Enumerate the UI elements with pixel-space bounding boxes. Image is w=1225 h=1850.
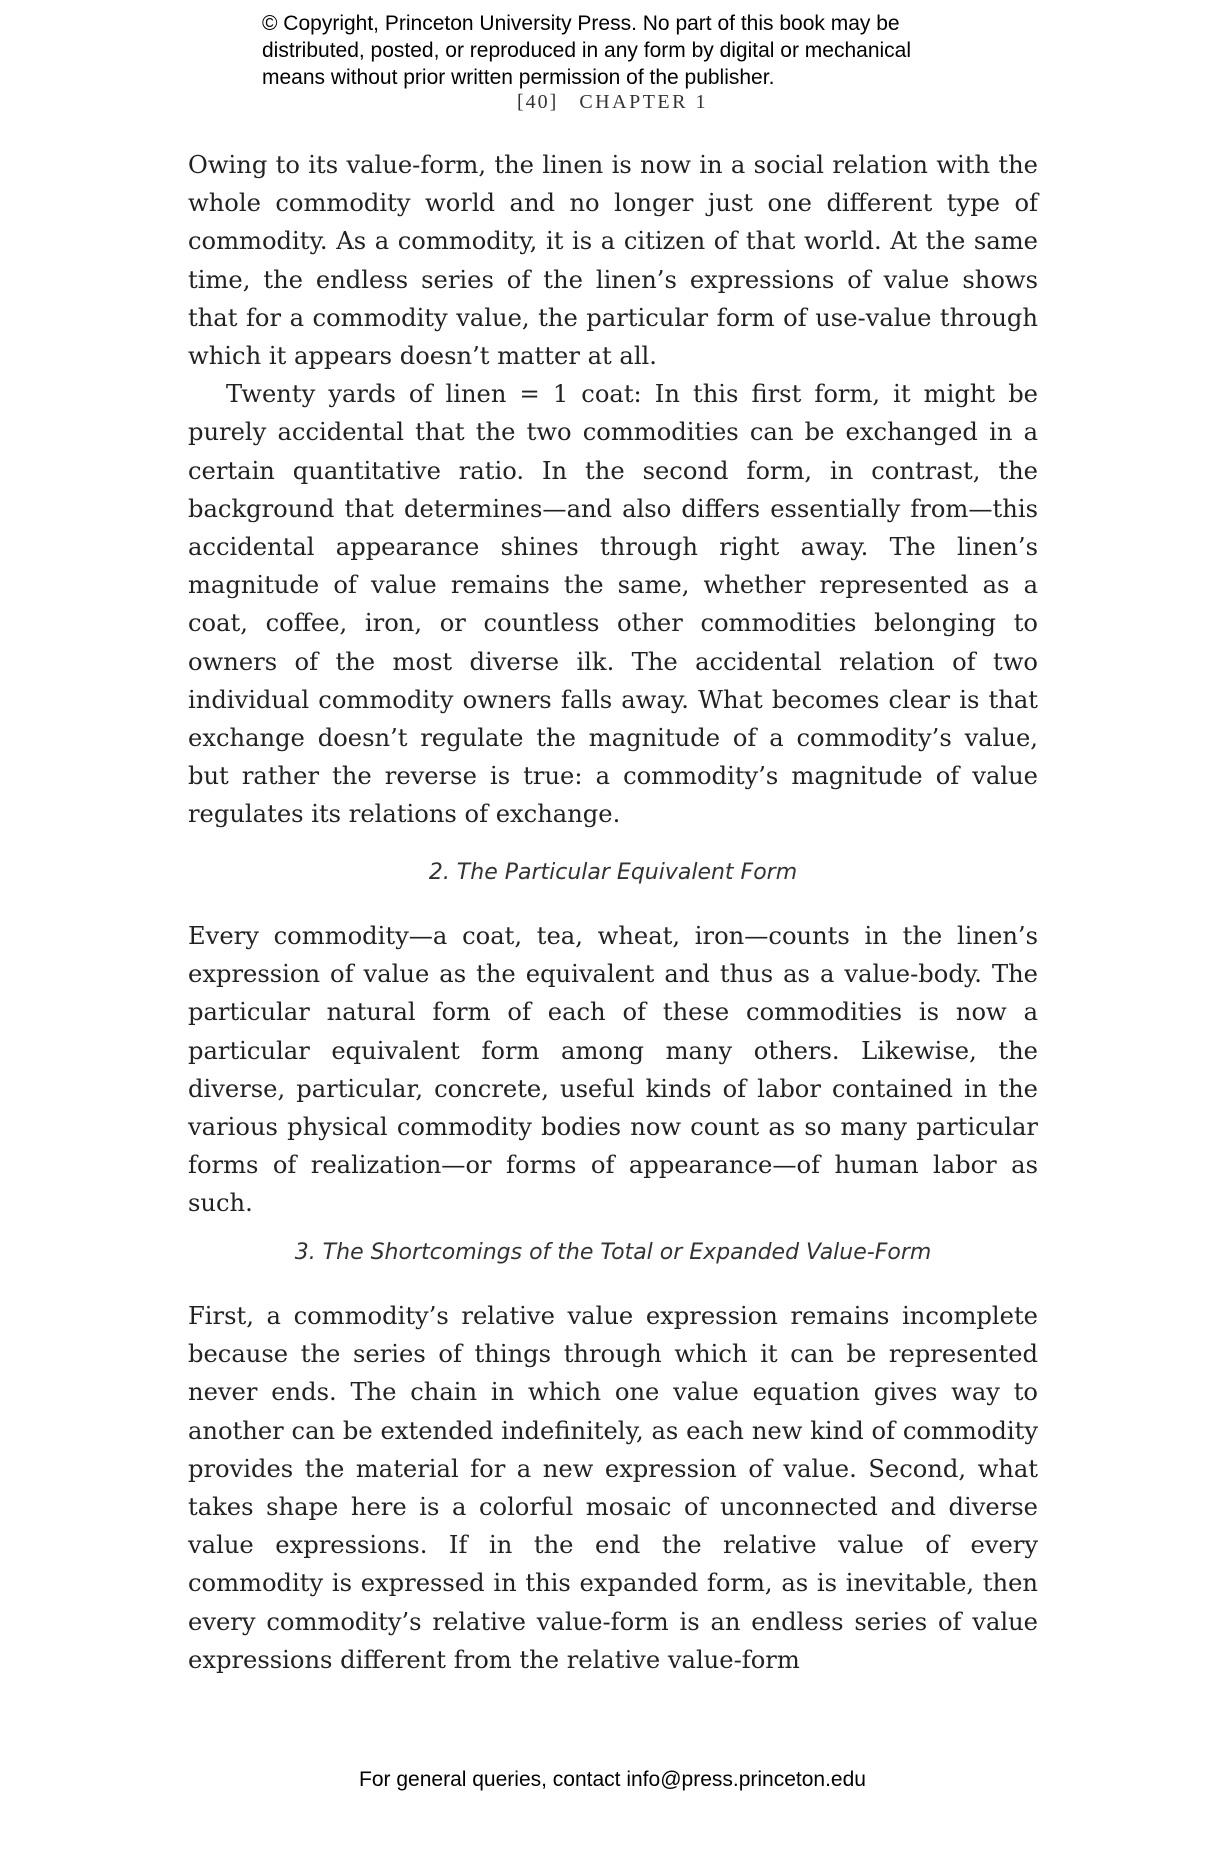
copyright-notice: [262, 10, 1022, 91]
copyright-line-3: means without prior written permission of the publisher.: [262, 66, 775, 89]
chapter-label: CHAPTER 1: [579, 91, 708, 113]
paragraph-3: Every commodity—a coat, tea, wheat, iron—counts in the linen’s expression of value as the equivalent and thus as a value-body. The particular natural form of each of these commodities is now a particular equivalent form among many others. Likewise, the diverse, particular, concrete, useful kinds of labor contained in the various physical commodity bodies now count as so many particular forms of realization—or forms of appearance—of human labor as such.: [188, 922, 1038, 1218]
copyright-line-2: distributed, posted, or reproduced in any form by digital or mechanical: [262, 39, 912, 62]
copyright-line-1: © Copyright, Princeton University Press. No part of this book may be: [262, 12, 900, 35]
running-head: [0, 91, 1225, 114]
body-text-block-3: [188, 1297, 1038, 1679]
section-heading-3: 3. The Shortcomings of the Total or Expanded Value-Form: [294, 1240, 932, 1265]
paragraph-2: Twenty yards of linen = 1 coat: In this first form, it might be purely accidental that the two commodities can be exchanged in a certain quantitative ratio. In the second form, in contrast, the background that determines—and also differs essentially from—this accidental appearance shines through right away. The linen’s magnitude of value remains the same, whether represented as a coat, coffee, iron, or countless other commodities belonging to owners of the most diverse ilk. The accidental relation of two individual commodity owners falls away. What becomes clear is that exchange doesn’t regulate the magnitude of a commodity’s value, but rather the reverse is true: a commodity’s magnitude of value regulates its relations of exchange.: [188, 380, 1038, 829]
footer-contact: For general queries, contact info@press.princeton.edu: [359, 1768, 866, 1791]
section-heading-2: 2. The Particular Equivalent Form: [428, 860, 798, 885]
body-text-block-2: [188, 917, 1038, 1223]
paragraph-1: Owing to its value-form, the linen is now in a social relation with the whole commodity world and no longer just one different type of commodity. As a commodity, it is a citizen of that world. At the same time, the endless series of the linen’s expressions of value shows that for a commodity value, the particular form of use-value through which it appears doesn’t matter at all.: [188, 151, 1038, 371]
body-text-block-1: [188, 146, 1038, 834]
page-number: [40]: [517, 91, 559, 113]
paragraph-4: First, a commodity’s relative value expression remains incomplete because the series of things through which it can be represented never ends. The chain in which one value equation gives way to another can be extended indefinitely, as each new kind of commodity provides the material for a new expression of value. Second, what takes shape here is a colorful mosaic of unconnected and diverse value expressions. If in the end the relative value of every commodity is expressed in this expanded form, as is inevitable, then every commodity’s relative value-form is an endless series of value expressions different from the relative value-form: [188, 1302, 1038, 1674]
